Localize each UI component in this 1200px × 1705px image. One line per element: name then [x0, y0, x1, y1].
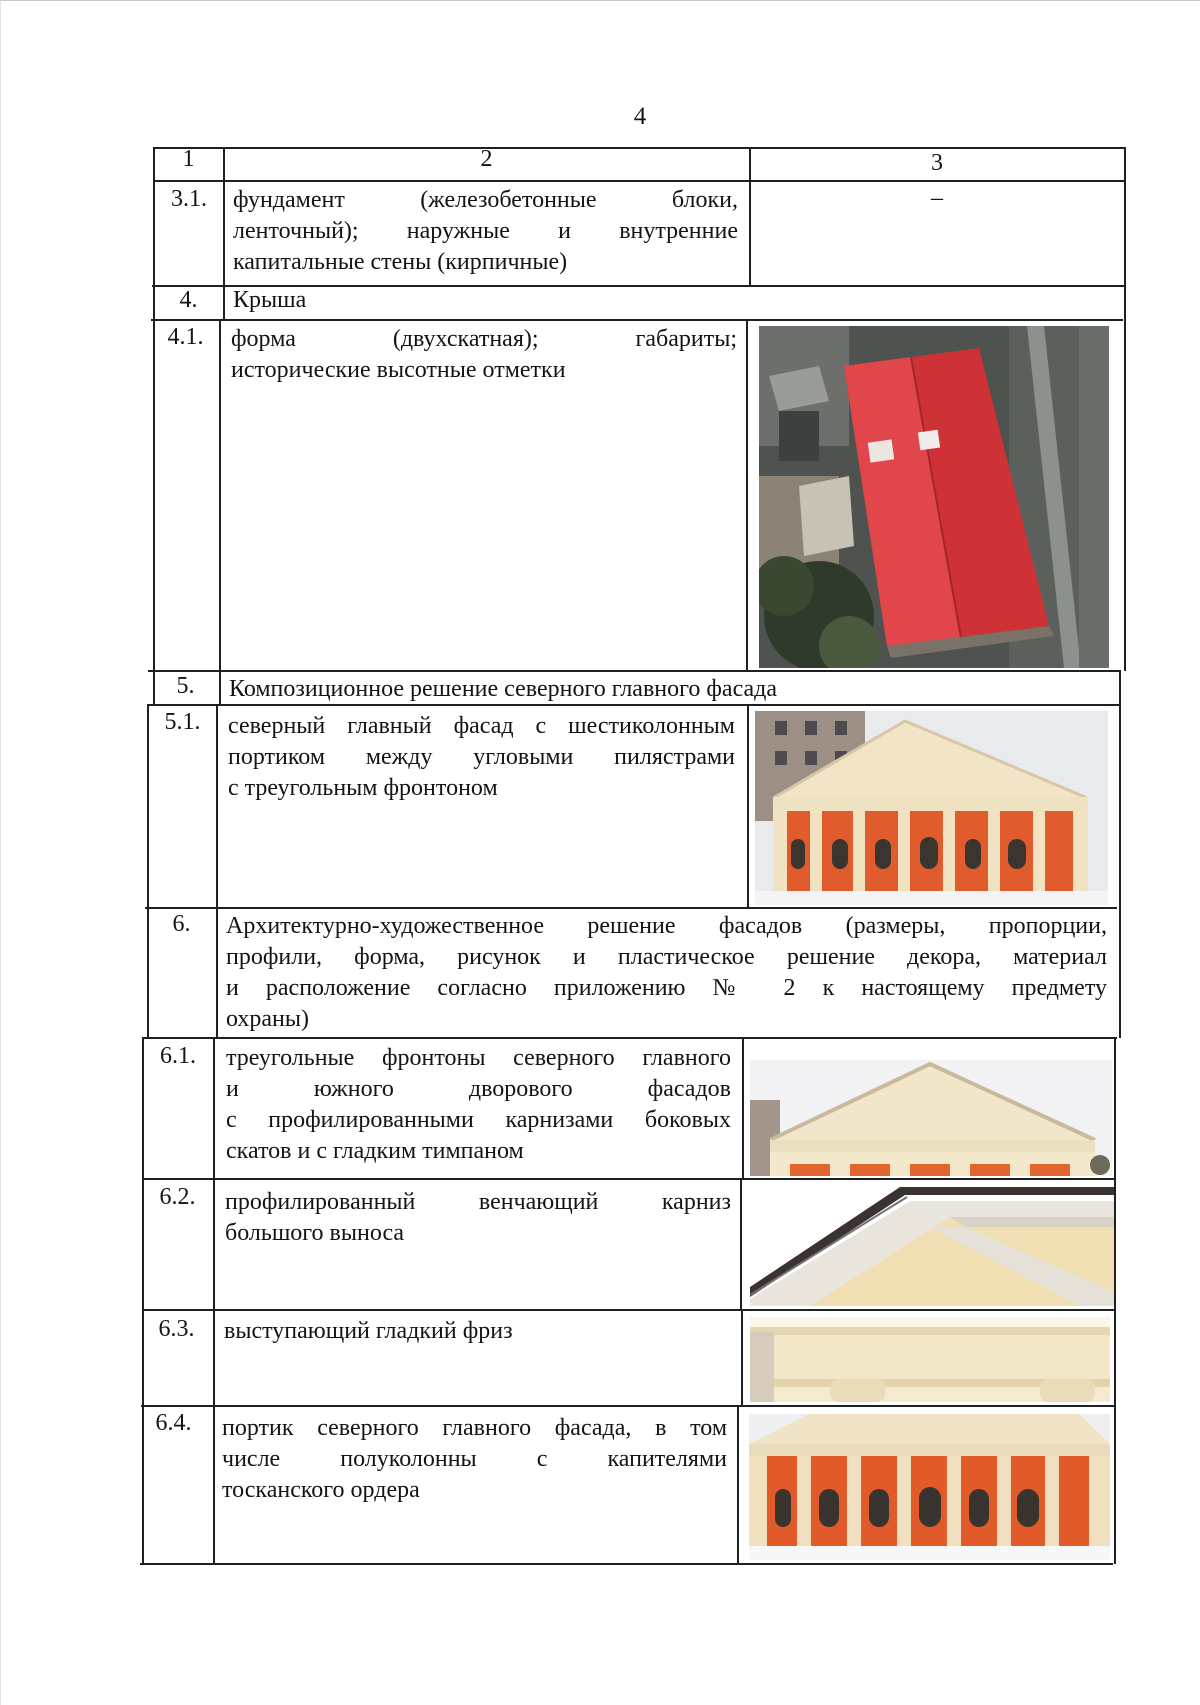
table-rule — [213, 1037, 215, 1564]
table-rule — [747, 704, 749, 908]
section-heading: Композиционное решение северного главного фасада — [229, 676, 778, 702]
table-rule — [142, 1037, 144, 1564]
table-rule — [143, 1178, 1116, 1180]
row-description — [225, 1187, 731, 1249]
table-rule — [740, 1178, 742, 1310]
table-rule — [144, 1037, 1117, 1039]
table-rule — [142, 1309, 1115, 1311]
row-number: 4.1. — [167, 324, 204, 350]
row-description — [231, 324, 737, 386]
table-rule — [1114, 1037, 1116, 1564]
row-number: 6.2. — [159, 1184, 196, 1210]
table-rule — [147, 704, 149, 1037]
text-line: профили, форма, рисунок и пластическое решение декора, материал — [226, 944, 1107, 970]
row-col3-dash: – — [931, 185, 943, 211]
table-rule — [153, 147, 155, 705]
row-number: 3.1. — [171, 186, 207, 212]
text-line: тосканского ордера — [222, 1477, 420, 1503]
smooth-frieze-photo — [750, 1317, 1110, 1402]
text-line: профилированный венчающий карниз — [225, 1189, 731, 1215]
table-rule — [737, 1405, 739, 1564]
row-description — [222, 1413, 727, 1506]
table-rule — [151, 319, 1123, 321]
text-line: большого выноса — [225, 1220, 405, 1246]
table-rule — [219, 319, 221, 704]
header-col-3: 3 — [931, 150, 943, 176]
text-line: северный главный фасад с шестиколонным — [228, 713, 735, 739]
text-line: ленточный); наружные и внутренние — [233, 218, 738, 244]
row-number: 5. — [176, 673, 195, 699]
text-line: Архитектурно-художественное решение фасадов (размеры, пропорции, — [226, 913, 1107, 939]
text-line: и расположение согласно приложению № 2 к настоящему предмету — [226, 975, 1107, 1001]
north-facade-portico-photo — [755, 711, 1108, 905]
triangular-pediment-photo — [750, 1060, 1112, 1176]
text-line: форма (двухскатная); габариты; — [231, 326, 737, 352]
table-rule — [145, 907, 1117, 909]
table-rule — [1119, 670, 1121, 1038]
text-line: капитальные стены (кирпичные) — [233, 249, 568, 275]
table-rule — [153, 180, 1125, 182]
table-rule — [216, 704, 218, 1037]
row-number: 4. — [179, 287, 198, 313]
text-line: охраны) — [226, 1006, 310, 1032]
row-number: 6. — [172, 911, 191, 937]
row-number: 6.4. — [155, 1410, 192, 1436]
header-col-2: 2 — [480, 146, 493, 172]
row-description — [226, 911, 1107, 1035]
table-rule — [141, 1405, 1114, 1407]
crowning-cornice-photo — [750, 1187, 1114, 1306]
text-line: треугольные фронтоны северного главного — [226, 1045, 731, 1071]
text-line: с треугольным фронтоном — [228, 775, 498, 801]
text-line: и южного дворового фасадов — [226, 1076, 731, 1102]
portico-half-columns-photo — [749, 1414, 1110, 1560]
table-rule — [148, 670, 1120, 672]
text-line: скатов и с гладким тимпаном — [226, 1138, 524, 1164]
row-description — [226, 1043, 731, 1167]
row-description: выступающий гладкий фриз — [224, 1318, 513, 1344]
red-gable-roof-aerial-photo — [759, 326, 1109, 668]
text-line: с профилированными карнизами боковых — [226, 1107, 731, 1133]
text-line: портик северного главного фасада, в том — [222, 1415, 727, 1441]
table-rule — [140, 1563, 1113, 1565]
row-number: 6.1. — [160, 1043, 196, 1069]
table-rule — [746, 319, 748, 671]
table-rule — [1124, 147, 1126, 671]
table-rule — [741, 1309, 743, 1405]
page-number: 4 — [633, 103, 647, 130]
text-line: исторические высотные отметки — [231, 357, 566, 383]
text-line: фундамент (железобетонные блоки, — [233, 187, 738, 213]
text-line: портиком между угловыми пилястрами — [228, 744, 735, 770]
row-description — [228, 711, 735, 804]
table-rule — [742, 1037, 744, 1179]
row-description — [233, 185, 738, 278]
header-col-1: 1 — [182, 146, 195, 172]
row-number: 5.1. — [164, 709, 201, 735]
section-heading: Крыша — [233, 287, 307, 313]
text-line: числе полуколонны с капителями — [222, 1446, 727, 1472]
row-number: 6.3. — [158, 1316, 195, 1342]
